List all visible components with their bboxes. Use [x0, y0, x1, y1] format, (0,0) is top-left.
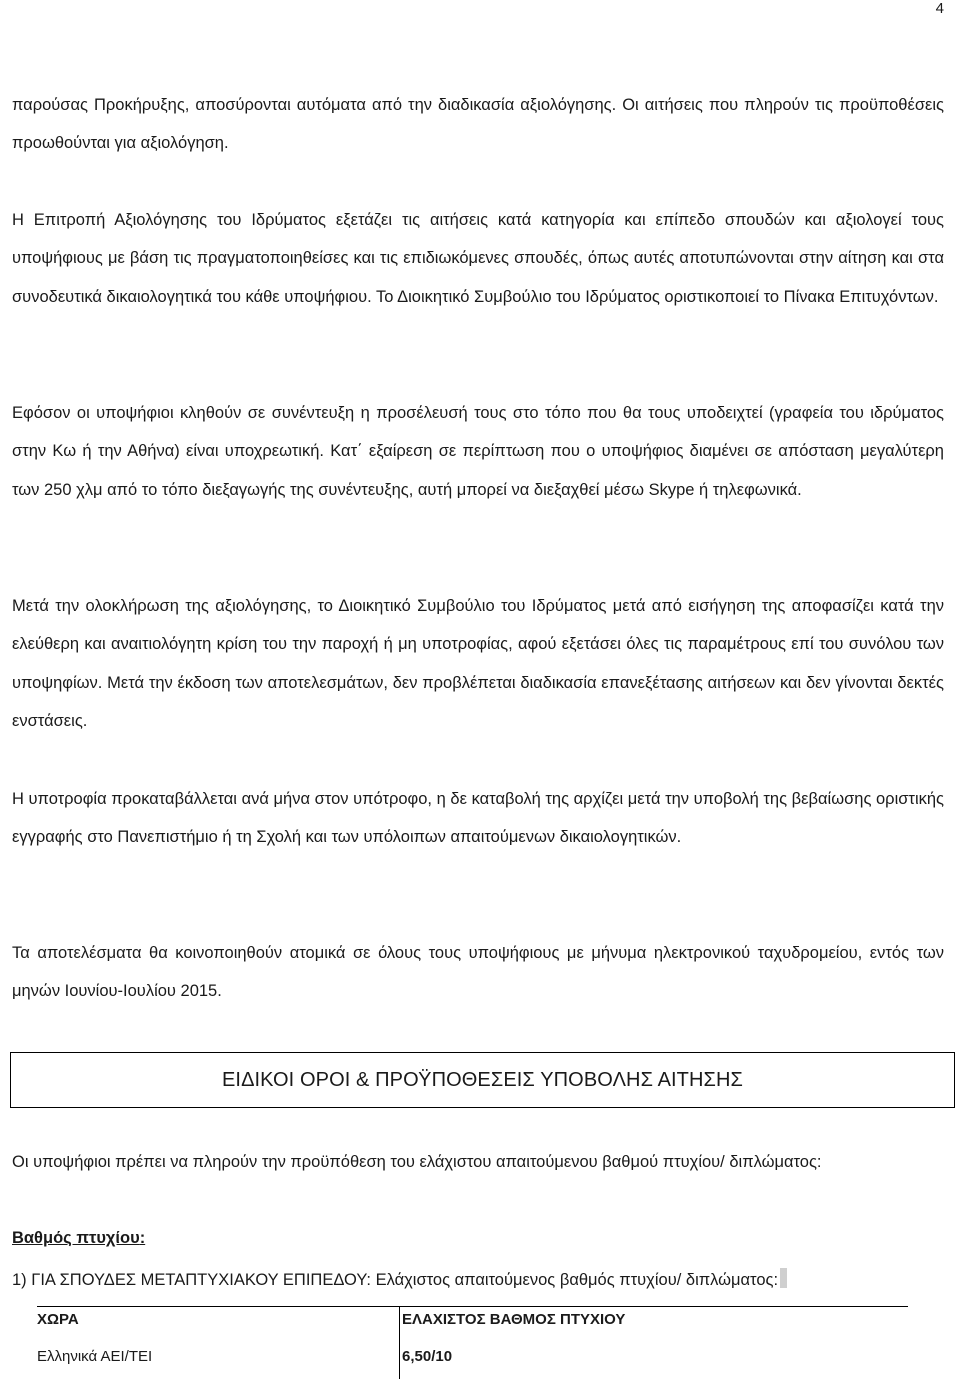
degree-grade-label: Βαθμός πτυχίου [12, 1229, 140, 1247]
section-heading-box [10, 1052, 955, 1108]
table-header-country: ΧΩΡΑ [37, 1311, 79, 1328]
paragraph-board-decision: Μετά την ολοκλήρωση της αξιολόγησης, το Διοικητικό Συμβούλιο του Ιδρύματος μετά από εισήγηση της αποφασίζει κατά την ελεύθερη και αναιτιολόγητη κρίση του την παροχή ή μη υποτροφίας, αφού εξετάσει όλες τις παραμέτρους επί του συνόλου των υποψηφίων. Μετά την έκδοση των αποτελεσμάτων, δεν προβλέπεται διαδικασία επανεξέτασης αιτήσεων και δεν γίνονται δεκτές ενστάσεις. [12, 597, 944, 731]
paragraph-interview: Εφόσον οι υποψήφιοι κληθούν σε συνέντευξη η προσέλευσή τους στο τόπο που θα τους υποδειχτεί (γραφεία του ιδρύματος στην Κω ή την Αθήνα) είναι υποχρεωτική. Κατ΄ εξαίρεση σε περίπτωση που ο υποψήφιος διαμένει σε απόσταση μεγαλύτερη των 250 χλμ από το τόπο διεξαγωγής της συνέντευξης, αυτή μπορεί να διεξαχθεί μέσω Skype ή τηλεφωνικά. [12, 404, 944, 499]
page-number: 4 [935, 0, 944, 17]
table-top-rule [37, 1306, 908, 1307]
table-cell-min-grade: 6,50/10 [402, 1348, 453, 1365]
paragraph-withdrawal: παρούσας Προκήρυξης, αποσύρονται αυτόματα από την διαδικασία αξιολόγησης. Οι αιτήσεις που πληρούν τις προϋποθέσεις προωθούνται για αξιολόγηση. [12, 96, 944, 153]
degree-grade-label-line [12, 1223, 145, 1253]
degree-grade-label-colon: : [139, 1229, 146, 1247]
paragraph-evaluation-committee: Η Επιτροπή Αξιολόγησης του Ιδρύματος εξετάζει τις αιτήσεις κατά κατηγορία και επίπεδο σπουδών και αξιολογεί τους υποψήφιους με βάση τις πραγματοποιηθείσες και τις επιδιωκόμενες σπουδές, όπως αυτές αποτυπώνονται στην αίτηση και στα συνοδευτικά δικαιολογητικά του κάθε υποψήφιου. Το Διοικητικό Συμβούλιο του Ιδρύματος οριστικοποιεί το Πίνακα Επιτυχόντων. [12, 211, 944, 306]
paragraph-results-notification: Τα αποτελέσματα θα κοινοποιηθούν ατομικά σε όλους τους υποψήφιους με μήνυμα ηλεκτρονικού ταχυδρομείου, εντός των μηνών Ιουνίου-Ιουλίου 2015. [12, 944, 944, 1001]
table-cell-country: Ελληνικά ΑΕΙ/ΤΕΙ [37, 1348, 153, 1365]
shaded-marker [780, 1268, 787, 1288]
paragraph-scholarship-payment: Η υποτροφία προκαταβάλλεται ανά μήνα στον υπότροφο, η δε καταβολή της αρχίζει μετά την υποβολή της βεβαίωσης οριστικής εγγραφής στο Πανεπιστήμιο ή τη Σχολή και των υπόλοιπων απαιτούμενων δικαιολογητικών. [12, 790, 944, 847]
paragraph-minimum-grade: Οι υποψήφιοι πρέπει να πληρούν την προϋπόθεση του ελάχιστου απαιτούμενου βαθμού πτυχίου/ διπλώματος: [12, 1153, 822, 1171]
section-heading: ΕΙΔΙΚΟΙ ΟΡΟΙ & ΠΡΟΫΠΟΘΕΣΕΙΣ ΥΠΟΒΟΛΗΣ ΑΙΤΗΣΗΣ [221, 1068, 744, 1091]
postgraduate-requirement: 1) ΓΙΑ ΣΠΟΥΔΕΣ ΜΕΤΑΠΤΥΧΙΑΚΟΥ ΕΠΙΠΕΔΟΥ: Ελάχιστος απαιτούμενος βαθμός πτυχίου/ διπλώματος: [12, 1271, 779, 1289]
postgraduate-requirement-line [12, 1265, 787, 1295]
table-header-min-grade: ΕΛΑΧΙΣΤΟΣ ΒΑΘΜΟΣ ΠΤΥΧΙΟΥ [402, 1311, 626, 1328]
table-column-divider [399, 1306, 400, 1379]
